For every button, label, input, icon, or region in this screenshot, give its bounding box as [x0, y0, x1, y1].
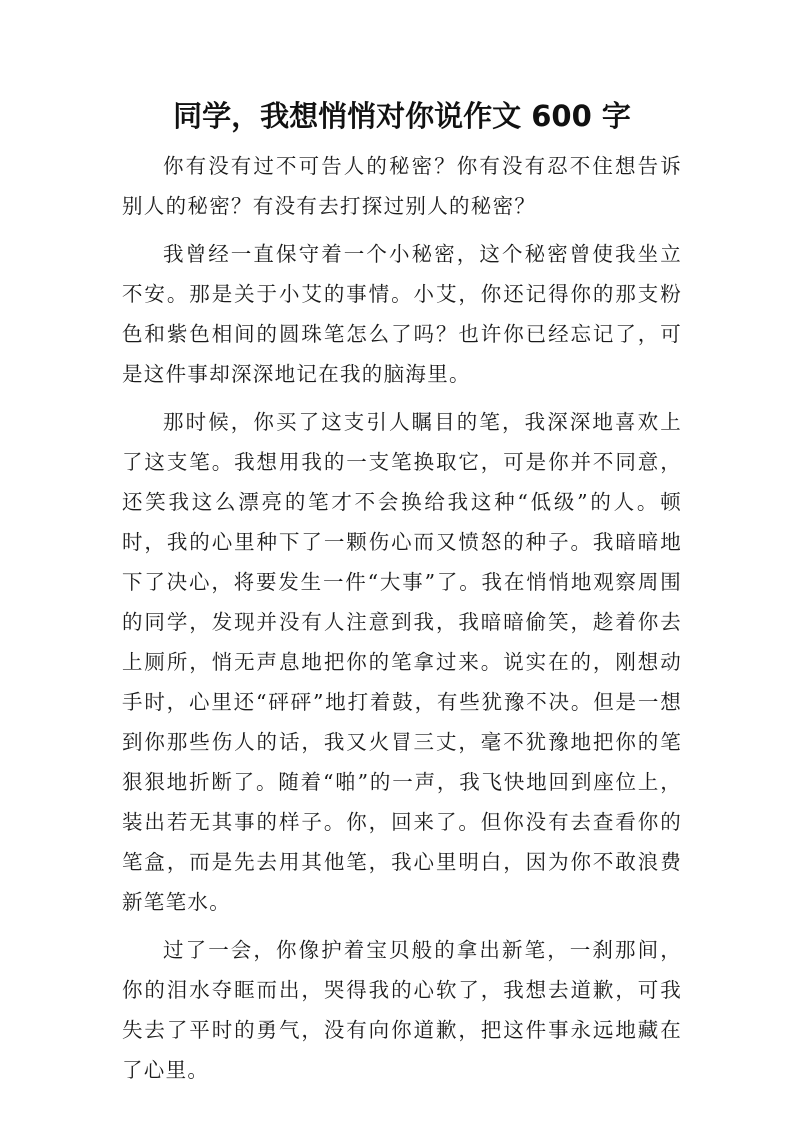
document-title: 同学，我想悄悄对你说作文 600 字	[173, 99, 631, 133]
paragraph-3: 那时候，你买了这支引人瞩目的笔，我深深地喜欢上了这支笔。我想用我的一支笔换取它，可是你并不同意，还笑我这么漂亮的笔才不会换给我这种“低级”的人。顿时，我的心里种下了一颗伤心而又愤怒的种子。我暗暗地下了决心，将要发生一件“大事”了。我在悄悄地观察周围的同学，发现并没有人注意到我，我暗暗偷笑，趁着你去上厕所，悄无声息地把你的笔拿过来。说实在的，刚想动手时，心里还“砰砰”地打着鼓，有些犹豫不决。但是一想到你那些伤人的话，我又火冒三丈，毫不犹豫地把你的笔狠狠地折断了。随着“啪”的一声，我飞快地回到座位上，装出若无其事的样子。你，回来了。但你没有去查看你的笔盒，而是先去用其他笔，我心里明白，因为你不敢浪费新笔笔水。	[122, 410, 682, 914]
paragraph-2: 我曾经一直保守着一个小秘密，这个秘密曾使我坐立不安。那是关于小艾的事情。小艾，你还记得你的那支粉色和紫色相间的圆珠笔怎么了吗？也许你已经忘记了，可是这件事却深深地记在我的脑海里。	[122, 242, 682, 386]
paragraph-4: 过了一会，你像护着宝贝般的拿出新笔，一刹那间，你的泪水夺眶而出，哭得我的心软了，我想去道歉，可我失去了平时的勇气，没有向你道歉，把这件事永远地藏在了心里。	[122, 938, 682, 1082]
paragraph-1: 你有没有过不可告人的秘密？你有没有忍不住想告诉别人的秘密？有没有去打探过别人的秘密？	[122, 154, 682, 218]
